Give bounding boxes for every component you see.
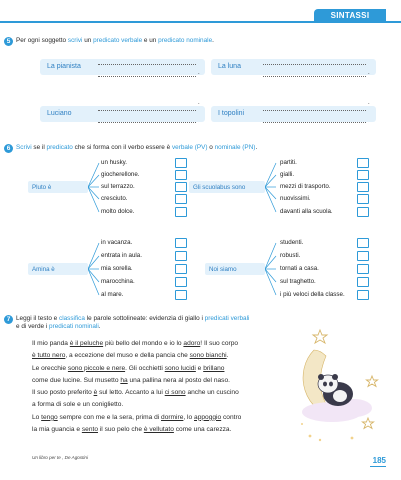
underlined-word[interactable]: sono lucidi xyxy=(164,364,196,372)
predicate-item: partiti. xyxy=(280,159,297,166)
answer-box[interactable] xyxy=(175,277,187,287)
answer-box[interactable] xyxy=(357,182,369,192)
underlined-word[interactable]: dormire xyxy=(161,413,184,421)
answer-box[interactable] xyxy=(357,194,369,204)
page-number-rule xyxy=(370,466,386,467)
predicate-item: cresciuto. xyxy=(101,195,128,202)
subject-amina: Amina è xyxy=(28,263,88,275)
section-tag: SINTASSI xyxy=(314,9,386,22)
subject-label: La pianista xyxy=(47,63,81,70)
answer-box[interactable] xyxy=(357,277,369,287)
subject-noi-siamo: Noi siamo xyxy=(205,263,265,275)
predicate-item: mezzi di trasporto. xyxy=(280,183,331,190)
underlined-word[interactable]: è tutto nero xyxy=(32,352,66,360)
answer-box[interactable] xyxy=(357,170,369,180)
subject-label: Luciano xyxy=(47,110,72,117)
exercise-number: 6 xyxy=(4,144,13,153)
end-dot: . xyxy=(368,70,370,76)
underlined-word[interactable]: sento xyxy=(81,426,98,434)
sparkle-icon xyxy=(301,423,353,441)
answer-box[interactable] xyxy=(175,290,187,300)
passage-text: contro xyxy=(221,413,242,421)
answer-box[interactable] xyxy=(357,264,369,274)
page-number: 185 xyxy=(372,456,386,465)
predicate-item: gialli. xyxy=(280,171,295,178)
answer-box[interactable] xyxy=(175,170,187,180)
answer-box[interactable] xyxy=(357,290,369,300)
predicate-item: giocherellone. xyxy=(101,171,140,178)
passage-text: come due lucine. Sul musetto xyxy=(32,376,121,384)
underlined-word[interactable]: appoggio xyxy=(194,413,222,421)
passage-text: più bello del mondo e io lo xyxy=(103,340,184,347)
predicate-item: tornati a casa. xyxy=(280,265,319,272)
star-icon xyxy=(366,376,377,386)
passage-text: sempre con me e la sera, prima di xyxy=(57,413,162,421)
underlined-word[interactable]: è xyxy=(93,389,98,397)
star-icon xyxy=(313,330,327,343)
source-citation: Un libro per te , De Agostini xyxy=(32,455,89,460)
predicate-item: un husky. xyxy=(101,159,128,166)
answer-box[interactable] xyxy=(357,238,369,248)
passage-text: , a eccezione del muso e della pancia che xyxy=(65,352,190,360)
subject-label: La luna xyxy=(218,63,241,70)
answer-box[interactable] xyxy=(357,251,369,261)
answer-box[interactable] xyxy=(175,207,187,217)
predicate-item: robusti. xyxy=(280,252,301,259)
passage-text: , lo xyxy=(183,413,195,421)
predicate-item: marocchina. xyxy=(101,278,135,285)
predicate-item: molto dolce. xyxy=(101,208,135,215)
answer-box[interactable] xyxy=(357,158,369,168)
passage-text: sul letto. Accanto a lui xyxy=(97,389,165,397)
passage-text: ! Il suo corpo xyxy=(200,340,239,347)
underlined-word[interactable]: sono bianchi xyxy=(189,352,227,360)
end-dot: . xyxy=(198,100,200,106)
underlined-word[interactable]: ha xyxy=(120,376,128,384)
passage-text: . xyxy=(226,352,229,360)
exercise-instructions: Per ogni soggetto scrivi un predicato verbale e un predicato nominale. xyxy=(16,37,214,44)
underlined-word[interactable]: brillano xyxy=(203,364,225,372)
predicate-item: entrata in aula. xyxy=(101,252,142,259)
predicate-item: al mare. xyxy=(101,291,124,298)
exercise-7-heading xyxy=(4,315,249,331)
passage-text: come una carezza. xyxy=(173,426,232,434)
underlined-word[interactable]: ci sono xyxy=(164,389,186,397)
underlined-word[interactable]: tengo xyxy=(41,413,58,421)
passage-text: Il mio panda xyxy=(32,340,70,347)
predicate-item: mia sorella. xyxy=(101,265,133,272)
answer-box[interactable] xyxy=(175,264,187,274)
exercise-instructions: Scrivi se il predicato che si forma con il verbo essere è verbale (PV) o nominale (PN). xyxy=(16,144,258,151)
exercise-number: 7 xyxy=(4,315,13,324)
subject-gli-scuolabus: Gli scuolabus sono xyxy=(189,181,265,193)
end-dot: . xyxy=(368,100,370,106)
predicate-item: nuovissimi. xyxy=(280,195,311,202)
predicate-item: sul terrazzo. xyxy=(101,183,135,190)
passage-text: . Gli occhietti xyxy=(125,364,165,372)
passage-text: il suo pelo che xyxy=(98,426,144,434)
passage-text: Il suo posto preferito xyxy=(32,389,94,397)
subject-pluto: Pluto è xyxy=(28,181,88,193)
answer-box[interactable] xyxy=(175,238,187,248)
passage-text: anche un cuscino xyxy=(185,389,239,397)
underlined-word[interactable]: è vellutato xyxy=(143,426,174,434)
underlined-word[interactable]: adoro xyxy=(183,340,201,347)
passage-text: Lo xyxy=(32,413,42,421)
passage-text: a forma di sole e un coniglietto. xyxy=(32,401,124,409)
predicate-item: studenti. xyxy=(280,239,304,246)
passage-text: e xyxy=(195,364,204,372)
answer-box[interactable] xyxy=(175,182,187,192)
star-icon xyxy=(362,418,373,428)
predicate-item: i più veloci della classe. xyxy=(280,291,345,298)
exercise-instructions: Leggi il testo e classifica le parole sottolineate: evidenzia di giallo i predicati verbali e di verde i predicati nominali. xyxy=(16,315,250,330)
predicate-item: sul traghetto. xyxy=(280,278,316,285)
underlined-word[interactable]: è il peluche xyxy=(69,340,104,347)
predicate-item: in vacanza. xyxy=(101,239,133,246)
subject-label: I topolini xyxy=(218,110,245,117)
answer-box[interactable] xyxy=(175,194,187,204)
passage-text: una pallina nera al posto del naso. xyxy=(127,376,230,384)
exercise-number: 5 xyxy=(4,37,13,46)
answer-box[interactable] xyxy=(357,207,369,217)
answer-box[interactable] xyxy=(175,158,187,168)
panda-moon-illustration xyxy=(292,328,384,446)
passage-text: Le orecchie xyxy=(32,364,68,372)
answer-box[interactable] xyxy=(175,251,187,261)
underlined-word[interactable]: sono piccole e nere xyxy=(67,364,126,372)
end-dot: . xyxy=(198,70,200,76)
passage-text: la mia guancia e xyxy=(32,426,82,434)
predicate-item: davanti alla scuola. xyxy=(280,208,333,215)
